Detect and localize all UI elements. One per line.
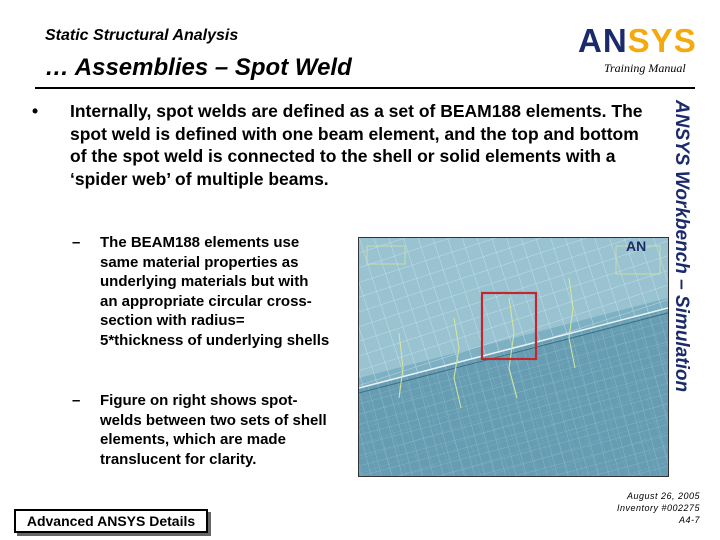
sidebar-vertical-label: ANSYS Workbench – Simulation	[671, 100, 692, 393]
training-manual-label: Training Manual	[604, 61, 686, 75]
ansys-logo	[578, 22, 708, 58]
slide-subtitle: Static Structural Analysis	[45, 27, 239, 44]
footer-page: A4-7	[678, 515, 700, 525]
footer-date: August 26, 2005	[626, 491, 700, 501]
logo-an: AN	[578, 22, 628, 59]
bullet-text: Internally, spot welds are defined as a set of BEAM188 elements. The spot weld is defined with one beam element, and the top and bottom of the spot weld is connected to the shell or solid elements with a ‘spider web’ of multiple beams.	[70, 101, 643, 189]
footer-metadata	[560, 490, 700, 526]
dash-marker: –	[72, 392, 81, 409]
slide-header	[0, 0, 720, 90]
footer-inventory: Inventory #002275	[616, 503, 700, 513]
sub-bullet-text: The BEAM188 elements use same material properties as underlying materials but with an appropriate circular cross-section with radius= 5*thickness of underlying shells	[100, 234, 330, 349]
logo-sys: SYS	[627, 22, 697, 59]
sub-bullet-text: Figure on right shows spot-welds between two sets of shell elements, which are made translucent for clarity.	[100, 392, 327, 468]
spot-weld-mesh-figure	[358, 237, 669, 477]
bullet-marker: •	[32, 101, 39, 121]
figure-logo: AN	[626, 238, 647, 254]
advanced-details-badge: Advanced ANSYS Details	[14, 509, 208, 533]
slide-title: … Assemblies – Spot Weld	[45, 54, 352, 81]
header-divider	[35, 87, 695, 89]
mesh-image	[359, 238, 668, 476]
dash-marker: –	[72, 234, 81, 251]
